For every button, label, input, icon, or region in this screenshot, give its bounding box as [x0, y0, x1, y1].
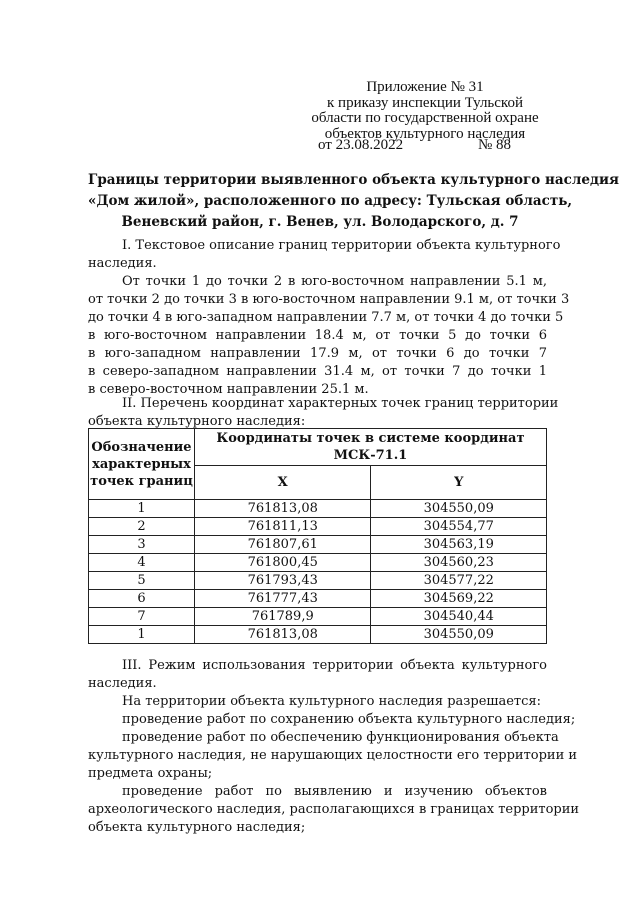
- appendix-header: [300, 80, 550, 142]
- table-row: [89, 626, 547, 644]
- section-3-heading-line: III. Режим использования территории объекта культурного: [122, 658, 547, 673]
- appendix-line: области по государственной охране: [311, 110, 539, 126]
- x-cell: 761811,13: [194, 518, 371, 536]
- section-1-body-line: в северо-западном направлении 31.4 м, от точки 7 до точки 1: [88, 364, 547, 379]
- point-cell: 1: [89, 500, 195, 518]
- coords-header-line: МСК-71.1: [333, 447, 408, 463]
- section-2-heading-line: объекта культурного наследия:: [88, 414, 306, 429]
- allowed-item-1: проведение работ по сохранению объекта культурного наследия;: [122, 712, 576, 727]
- order-number: № 88: [478, 137, 512, 153]
- allowed-intro: На территории объекта культурного наследия разрешается:: [122, 694, 541, 709]
- y-cell: 304550,09: [371, 626, 547, 644]
- section-1-body-line: от точки 2 до точки 3 в юго-восточном направлении 9.1 м, от точки 3: [88, 292, 570, 307]
- point-cell: 6: [89, 590, 195, 608]
- title-line: Границы территории выявленного объекта культурного наследия: [88, 172, 619, 188]
- section-1-heading-line: наследия.: [88, 256, 157, 271]
- y-cell: 304569,22: [371, 590, 547, 608]
- x-cell: 761813,08: [194, 500, 371, 518]
- section-1-heading-line: I. Текстовое описание границ территории объекта культурного: [122, 238, 561, 253]
- point-cell: 5: [89, 572, 195, 590]
- section-2: [88, 395, 559, 431]
- document-title: [88, 170, 619, 233]
- allowed-item-2-line: проведение работ по обеспечению функционирования объекта: [122, 730, 559, 745]
- x-cell: 761793,43: [194, 572, 371, 590]
- section-1-body-line: до точки 4 в юго-западном направлении 7.7 м, от точки 4 до точки 5: [88, 310, 564, 325]
- section-1: [88, 237, 570, 399]
- appendix-line: Приложение № 31: [366, 79, 484, 95]
- x-cell: 761789,9: [194, 608, 371, 626]
- section-3-heading-line: наследия.: [88, 676, 157, 691]
- section-1-body-line: в юго-западном направлении 17.9 м, от точки 6 до точки 7: [88, 346, 547, 361]
- order-date-line: [318, 137, 538, 154]
- col-header-coordinates: [194, 429, 546, 466]
- y-cell: 304577,22: [371, 572, 547, 590]
- coords-header-line: Координаты точек в системе координат: [216, 430, 525, 446]
- x-cell: 761807,61: [194, 536, 371, 554]
- table-row: [89, 554, 547, 572]
- y-cell: 304560,23: [371, 554, 547, 572]
- x-cell: 761777,43: [194, 590, 371, 608]
- table-row: [89, 500, 547, 518]
- coordinates-table: [88, 428, 547, 644]
- table-row: [89, 572, 547, 590]
- allowed-item-2-line: предмета охраны;: [88, 766, 213, 781]
- title-line: «Дом жилой», расположенного по адресу: Тульская область,: [88, 193, 573, 209]
- section-1-body-line: в северо-восточном направлении 25.1 м.: [88, 382, 369, 397]
- section-2-heading-line: II. Перечень координат характерных точек границ территории: [122, 396, 559, 411]
- appendix-line: к приказу инспекции Тульской: [327, 94, 523, 111]
- allowed-item-3-line: археологического наследия, располагающихся в границах территории: [88, 802, 580, 817]
- table-row: [89, 518, 547, 536]
- table-row: [89, 590, 547, 608]
- col-header-x: X: [194, 465, 371, 500]
- col-header-point: Обозначение характерных точек границ: [89, 429, 195, 500]
- point-cell: 7: [89, 608, 195, 626]
- allowed-item-3-line: объекта культурного наследия;: [88, 820, 306, 835]
- col-header-y: Y: [371, 465, 547, 500]
- point-cell: 4: [89, 554, 195, 572]
- table-row: [89, 608, 547, 626]
- title-line: Веневский район, г. Венев, ул. Володарского, д. 7: [121, 214, 519, 230]
- point-cell: 2: [89, 518, 195, 536]
- appendix-line: объектов культурного наследия: [324, 125, 526, 142]
- section-3: [88, 657, 580, 837]
- order-date: от 23.08.2022: [318, 137, 404, 153]
- y-cell: 304554,77: [371, 518, 547, 536]
- y-cell: 304540,44: [371, 608, 547, 626]
- allowed-item-3-line: проведение работ по выявлению и изучению объектов: [122, 784, 547, 799]
- point-cell: 3: [89, 536, 195, 554]
- section-1-body-line: От точки 1 до точки 2 в юго-восточном направлении 5.1 м,: [122, 274, 547, 289]
- y-cell: 304563,19: [371, 536, 547, 554]
- x-cell: 761800,45: [194, 554, 371, 572]
- y-cell: 304550,09: [371, 500, 547, 518]
- table-row: [89, 536, 547, 554]
- point-cell: 1: [89, 626, 195, 644]
- x-cell: 761813,08: [194, 626, 371, 644]
- allowed-item-2-line: культурного наследия, не нарушающих целостности его территории и: [88, 748, 578, 763]
- section-1-body-line: в юго-восточном направлении 18.4 м, от точки 5 до точки 6: [88, 328, 547, 343]
